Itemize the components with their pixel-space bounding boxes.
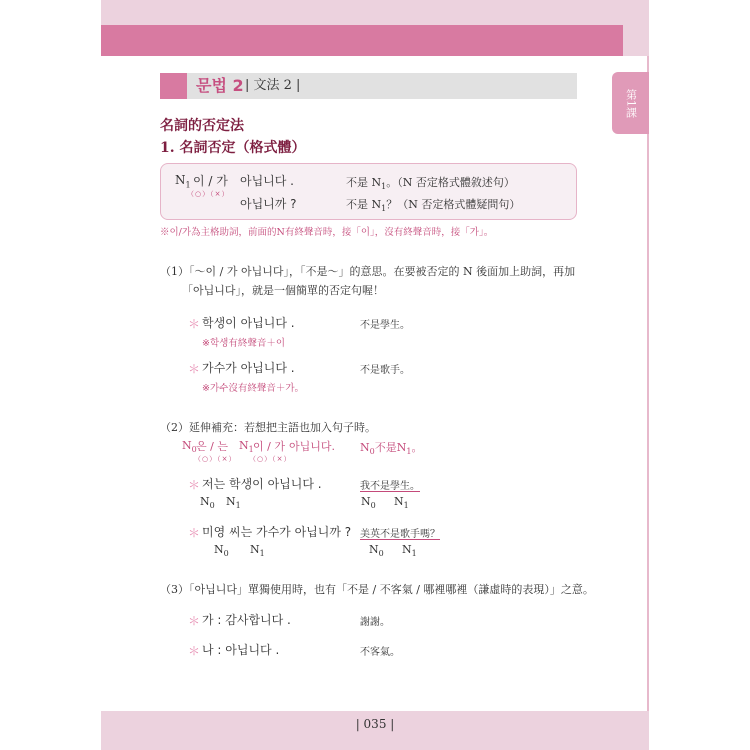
heading-2: 1. 名詞否定（格式體） [160,140,306,156]
header-bar [101,25,623,56]
point2-ex1-zh: 我不是學生。 [360,481,420,492]
pattern-n: $N_1$ [175,173,191,190]
top-band-overlay [101,0,649,25]
point1-ex1-kr: 학생이 아닙니다 . [202,316,295,330]
point2-ex2-zh: 美英不是歌手嗎？ [360,529,440,540]
point2-ex2-zh-n1: $N_1$ [402,543,417,559]
pattern-particle: 이 / 가 [193,174,228,188]
point3-ex2-zh: 不客氣。 [360,647,400,658]
point2-pattern-neg: 아닙니다. [289,440,336,453]
point2-ex2-n1: $N_1$ [250,543,265,559]
footnote: ※이/가為主格助詞，前面的N有終聲音時，接「이」，沒有終聲音時，接「가」。 [160,227,494,238]
point1-ex2-zh: 不是歌手。 [360,365,410,376]
point2-pattern-topic-note: （○）（×） [194,455,237,463]
bullet-icon: ＊ [188,644,201,658]
point1-line1: （1）「～이 / 가 아닙니다」，「不是～」的意思。在要被否定的 N 後面加上助詞，再加 [160,265,576,278]
point2-ex1-n1: $N_1$ [226,495,241,511]
point2-ex2-n0: $N_0$ [214,543,229,559]
point2-pattern-n0: $N_0$ [182,439,197,455]
bullet-icon: ＊ [188,362,201,376]
point2-pattern-particle: 이 / 가 [253,440,285,453]
point2-ex1-n0: $N_0$ [200,495,215,511]
point1-ex2-kr: 가수가 아닙니다 . [202,361,295,375]
point2-pattern-n1: $N_1$ [239,439,254,455]
bullet-icon: ＊ [188,478,201,492]
section-title: 문법 2 [196,76,244,95]
point2-ex1-zh-n0: $N_0$ [361,495,376,511]
point2-ex1-zh-n1: $N_1$ [394,495,409,511]
bullet-icon: ＊ [188,614,201,628]
section-subtitle: | 文法 2 | [245,78,301,93]
point2-pattern-zh: $N_0$不是$N_1$。 [360,441,423,457]
point2-pattern-particle-note: （○）（×） [249,455,292,463]
pattern-row2-kr: 아닙니까 ? [240,197,297,211]
point1-ex1-zh: 不是學生。 [360,320,410,331]
page-number: | 035 | [355,717,395,731]
pattern-row1-kr: 아닙니다 . [240,174,294,188]
point3-ex2-kr: 나 : 아닙니다 . [202,643,280,657]
point1-ex2-note: ※가수沒有終聲音＋가。 [202,383,304,394]
bullet-icon: ＊ [188,526,201,540]
point2-ex1-kr: 저는 학생이 아닙니다 . [202,477,322,491]
point2-ex2-kr: 미영 씨는 가수가 아닙니까 ? [202,525,352,539]
heading-1: 名詞的否定法 [160,118,244,134]
chapter-tab: 第1課 [612,72,649,134]
header-notch [623,25,649,56]
point2-text: （2）延伸補充：若想把主語也加入句子時。 [160,421,376,434]
point3-ex1-zh: 謝謝。 [360,617,390,628]
point2-pattern-topic: 은 / 는 [196,440,228,453]
section-marker [160,73,187,99]
point3-text: （3）「아닙니다」單獨使用時，也有「不是 / 不客氣 / 哪裡哪裡（謙虛時的表現）」之意。 [160,583,594,596]
point1-ex1-note: ※학생有終聲音＋이 [202,338,285,349]
point1-line2: 「아닙니다」，就是一個簡單的否定句喔！ [182,284,385,297]
point3-ex1-kr: 가 : 감사합니다 . [202,613,291,627]
point2-ex2-zh-n0: $N_0$ [369,543,384,559]
pattern-row2-zh: 不是 $N_1$？（N 否定格式體疑問句） [346,198,521,214]
bullet-icon: ＊ [188,317,201,331]
pattern-particle-note: （○）（×） [187,190,230,198]
pattern-row1-zh: 不是 $N_1$。（N 否定格式體敘述句） [346,176,515,192]
